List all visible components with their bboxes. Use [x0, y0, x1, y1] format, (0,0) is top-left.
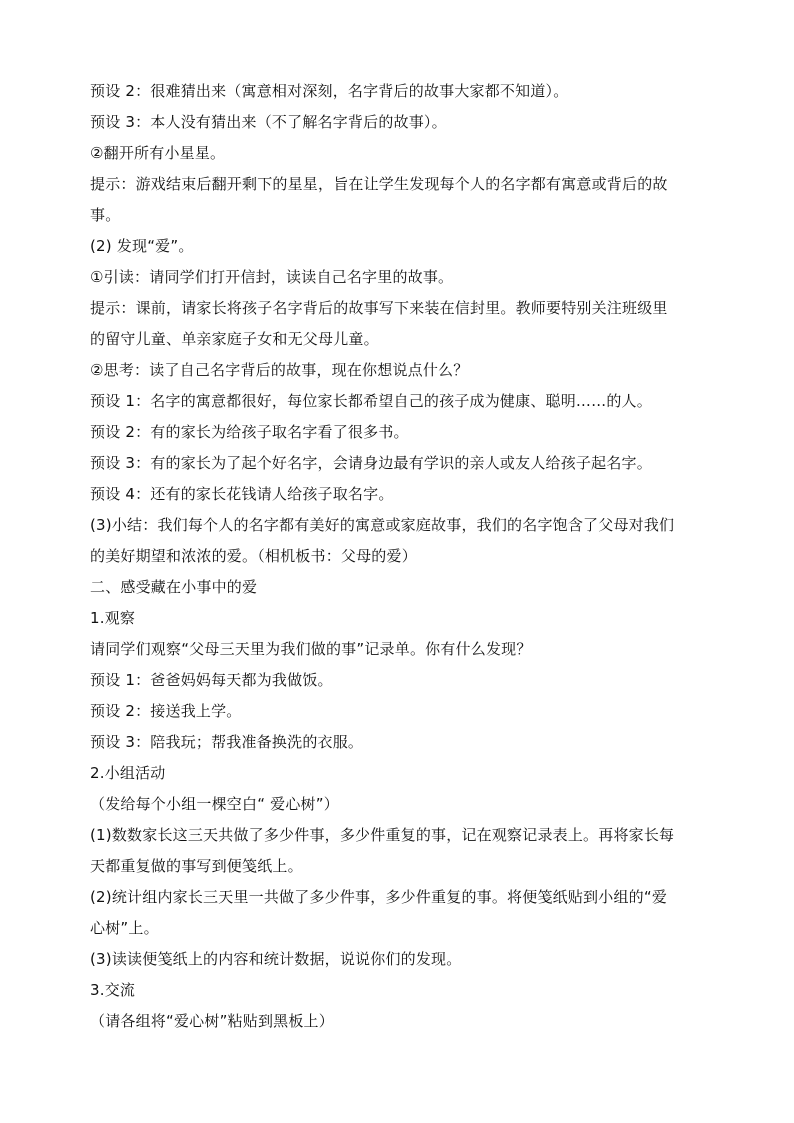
- text-line: 提示：课前，请家长将孩子名字背后的故事写下来装在信封里。教师要特别关注班级里: [90, 299, 668, 317]
- subsection-heading: 2.小组活动: [90, 764, 166, 782]
- text-line: 预设 4：还有的家长花钱请人给孩子取名字。: [90, 485, 394, 503]
- text-line: 提示：游戏结束后翻开剩下的星星，旨在让学生发现每个人的名字都有寓意或背后的故: [90, 175, 668, 193]
- text-line: 天都重复做的事写到便笺纸上。: [90, 857, 303, 875]
- text-line: 预设 3：有的家长为了起个好名字，会请身边最有学识的亲人或友人给孩子起名字。: [90, 454, 652, 472]
- section-heading: 二、感受藏在小事中的爱: [90, 578, 258, 596]
- text-line: 的美好期望和浓浓的爱。（相机板书：父母的爱）: [90, 547, 417, 565]
- text-line: (1)数数家长这三天共做了多少件事，多少件重复的事，记在观察记录表上。再将家长每: [90, 826, 675, 844]
- text-line: (2) 发现“爱”。: [90, 237, 194, 255]
- text-line: 预设 1：爸爸妈妈每天都为我做饭。: [90, 671, 333, 689]
- document-body: [90, 76, 710, 1037]
- text-line: ②翻开所有小星星。: [90, 144, 226, 162]
- text-line: 预设 2：有的家长为给孩子取名字看了很多书。: [90, 423, 409, 441]
- text-line: （请各组将“爱心树”粘贴到黑板上）: [90, 1012, 334, 1030]
- text-line: 心树”上。: [90, 919, 159, 937]
- text-line: (3)读读便笺纸上的内容和统计数据，说说你们的发现。: [90, 950, 462, 968]
- subsection-heading: 1.观察: [90, 609, 136, 627]
- text-line: ②思考：读了自己名字背后的故事，现在你想说点什么？: [90, 361, 469, 379]
- text-line: 预设 2：很难猜出来（寓意相对深刻，名字背后的故事大家都不知道）。: [90, 82, 569, 100]
- subsection-heading: 3.交流: [90, 981, 136, 999]
- text-line: 预设 3：陪我玩；帮我准备换洗的衣服。: [90, 733, 364, 751]
- text-line: 请同学们观察“父母三天里为我们做的事”记录单。你有什么发现？: [90, 640, 532, 658]
- text-line: 事。: [90, 206, 121, 224]
- text-line: （发给每个小组一棵空白“ 爱心树”）: [90, 795, 339, 813]
- text-line: ①引读：请同学们打开信封，读读自己名字里的故事。: [90, 268, 454, 286]
- text-line: 预设 2：接送我上学。: [90, 702, 242, 720]
- text-line: 预设 1：名字的寓意都很好，每位家长都希望自己的孩子成为健康、聪明……的人。: [90, 392, 652, 410]
- text-line: 预设 3：本人没有猜出来（不了解名字背后的故事）。: [90, 113, 447, 131]
- text-line: 的留守儿童、单亲家庭子女和无父母儿童。: [90, 330, 379, 348]
- text-line: (3)小结：我们每个人的名字都有美好的寓意或家庭故事，我们的名字饱含了父母对我们: [90, 516, 675, 534]
- text-line: (2)统计组内家长三天里一共做了多少件事，多少件重复的事。将便笺纸贴到小组的“爱: [90, 888, 668, 906]
